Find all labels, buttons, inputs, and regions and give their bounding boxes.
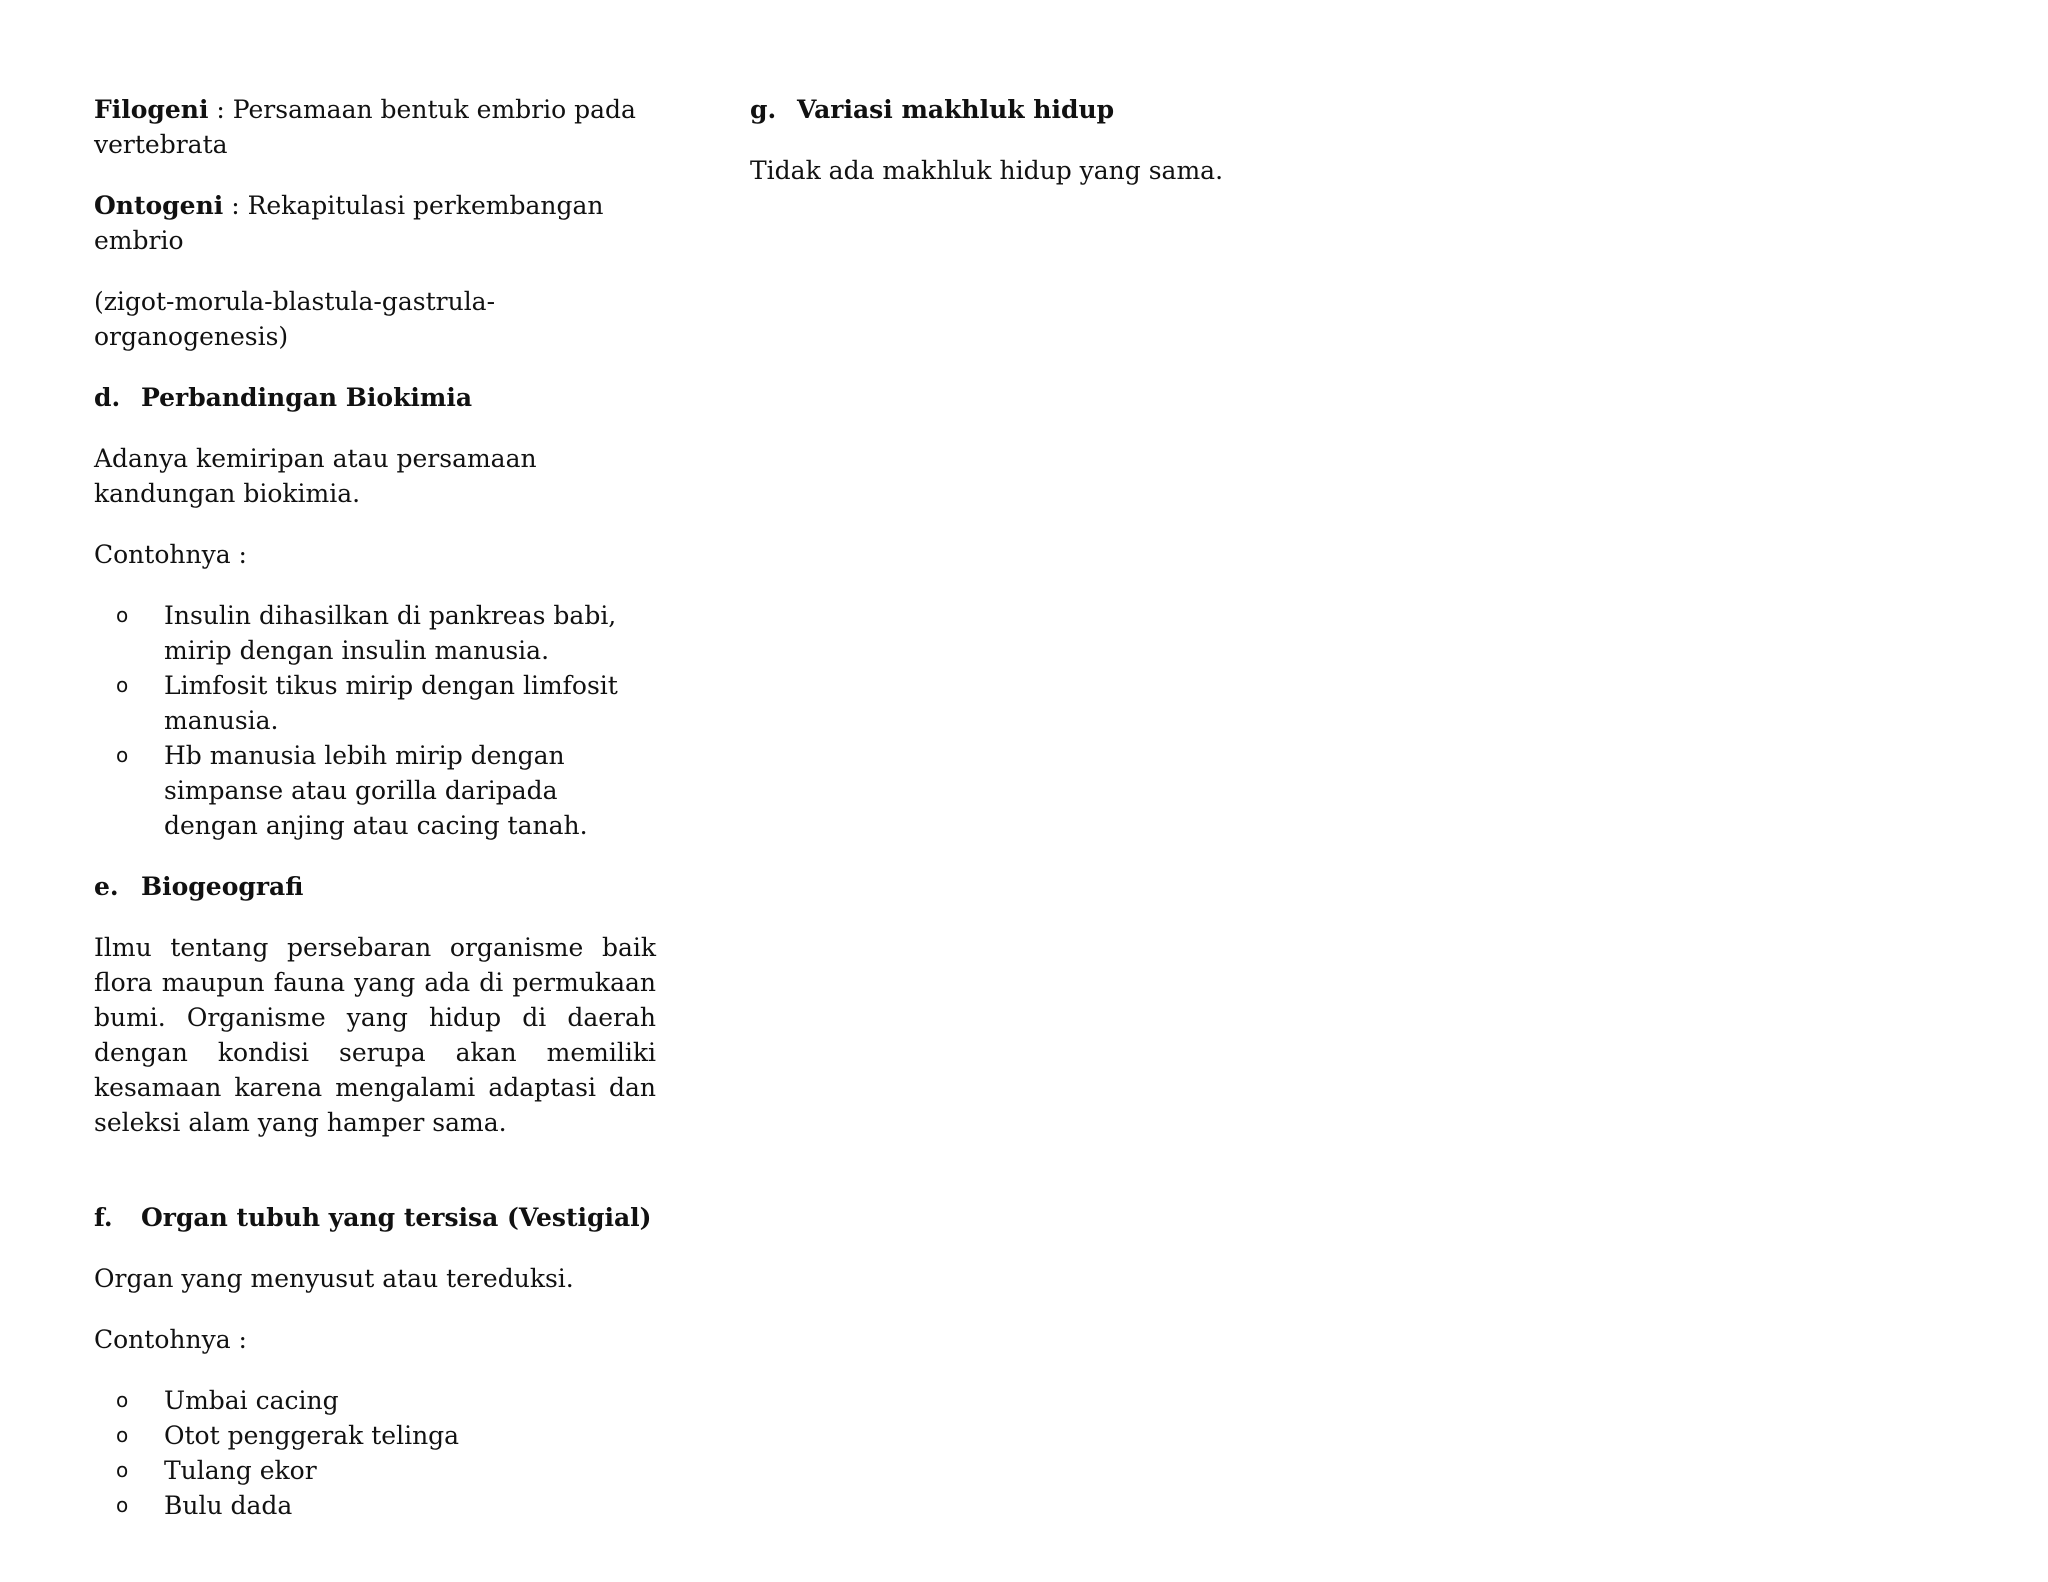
- circle-bullet-icon: o: [116, 1388, 129, 1412]
- circle-bullet-icon: o: [116, 743, 129, 767]
- list-item-text: Umbai cacing: [164, 1386, 339, 1415]
- circle-bullet-icon: o: [116, 1493, 129, 1517]
- section-d-examples-label: Contohnya :: [94, 540, 247, 569]
- section-f-heading: [94, 1200, 656, 1235]
- filogeni-term: Filogeni: [94, 95, 209, 124]
- section-f-examples-list: [94, 1383, 656, 1523]
- section-e-description: Ilmu tentang persebaran organisme baik flora maupun fauna yang ada di permukaan bumi. Organisme yang hidup di daerah dengan kondisi serupa akan memiliki kesamaan karena mengalami adaptasi dan seleksi alam yang hamper sama.: [94, 933, 656, 1137]
- circle-bullet-icon: o: [116, 603, 129, 627]
- section-f-description: Organ yang menyusut atau tereduksi.: [94, 1264, 574, 1293]
- section-g-description: Tidak ada makhluk hidup yang sama.: [750, 156, 1224, 185]
- list-item-text: Hb manusia lebih mirip dengan simpanse atau gorilla daripada dengan anjing atau cacing tanah.: [164, 741, 588, 840]
- circle-bullet-icon: o: [116, 673, 129, 697]
- section-e-heading: [94, 869, 656, 904]
- list-item: [94, 1488, 656, 1523]
- section-f-title: Organ tubuh yang tersisa (Vestigial): [141, 1203, 652, 1232]
- ontogeni-stages: (zigot-morula-blastula-gastrula-organogenesis): [94, 287, 496, 351]
- ontogeni-text: : Rekapitulasi perkembangan embrio: [94, 191, 604, 255]
- section-f-examples-label: Contohnya :: [94, 1325, 247, 1354]
- filogeni-text: : Persamaan bentuk embrio pada vertebrata: [94, 95, 636, 159]
- list-item-text: Bulu dada: [164, 1491, 293, 1520]
- section-d-heading: [94, 380, 656, 415]
- spacer: [94, 1166, 656, 1200]
- section-d-title: Perbandingan Biokimia: [141, 383, 473, 412]
- left-column: [94, 92, 656, 1549]
- filogeni-paragraph: [94, 92, 656, 162]
- section-e-title: Biogeografi: [141, 872, 304, 901]
- section-d-description: Adanya kemiripan atau persamaan kandungan biokimia.: [94, 444, 537, 508]
- list-item: [94, 738, 656, 843]
- list-item-text: Tulang ekor: [164, 1456, 317, 1485]
- section-d-examples-list: [94, 598, 656, 843]
- list-item-text: Otot penggerak telinga: [164, 1421, 460, 1450]
- list-item: [94, 1453, 656, 1488]
- list-item: [94, 598, 656, 668]
- section-g-heading: [750, 92, 1350, 127]
- list-item: [94, 668, 656, 738]
- list-item-text: Insulin dihasilkan di pankreas babi, mirip dengan insulin manusia.: [164, 601, 617, 665]
- section-f-letter: f.: [94, 1203, 113, 1232]
- section-g-letter: g.: [750, 95, 777, 124]
- ontogeni-paragraph: [94, 188, 656, 258]
- list-item-text: Limfosit tikus mirip dengan limfosit manusia.: [164, 671, 618, 735]
- circle-bullet-icon: o: [116, 1458, 129, 1482]
- section-e-letter: e.: [94, 872, 119, 901]
- right-column: [750, 92, 1350, 214]
- circle-bullet-icon: o: [116, 1423, 129, 1447]
- list-item: [94, 1418, 656, 1453]
- ontogeni-term: Ontogeni: [94, 191, 224, 220]
- list-item: [94, 1383, 656, 1418]
- section-g-title: Variasi makhluk hidup: [797, 95, 1115, 124]
- section-d-letter: d.: [94, 383, 121, 412]
